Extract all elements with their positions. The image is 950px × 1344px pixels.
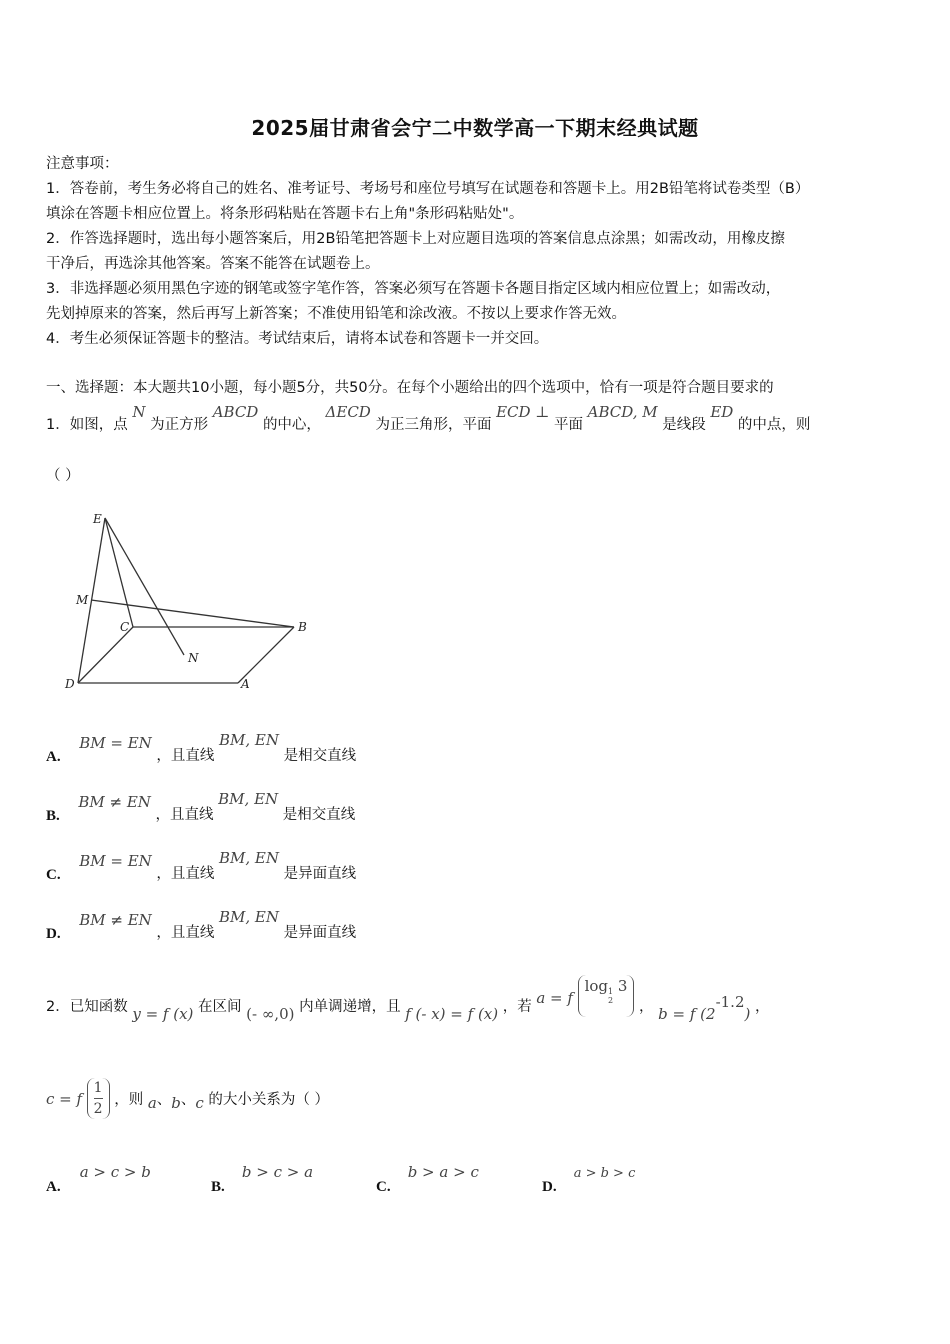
edge-ab [238,627,294,683]
question-1-stem: 1．如图，点 N 为正方形 ABCD 的中心， ΔECD 为正三角形，平面 ECD ⊥ 平面 ABCD, M 是线段 ED 的中点，则 [46,403,811,433]
label-a: A [241,677,250,691]
notice-heading: 注意事项： [46,156,119,172]
label-m: M [76,593,89,607]
notice-line: 先划掉原来的答案，然后再写上新答案；不准使用铅笔和涂改液。不按以上要求作答无效。 [46,306,626,322]
option-c[interactable]: C. BM = EN ，且直线 BM, EN 是异面直线 [46,849,357,883]
notice-line: 3．非选择题必须用黑色字迹的钢笔或签字笔作答，答案必须写在答题卡各题目指定区域内相应位置上；如需改动， [46,281,781,297]
section-heading: 一、选择题：本大题共10小题，每小题5分，共50分。在每个小题给出的四个选项中，恰有一项是符合题目要求的 [46,380,774,396]
answer-blank: （ ） [46,468,80,484]
fraction-bracket: $\frac{1}{2}$ [87,1078,110,1119]
label-c: C [120,620,130,634]
question-2-stem-cont: c = f $\frac{1}{2}$ ，则 a、b、c 的大小关系为（ ） [46,1080,329,1117]
q2-option-b[interactable]: B. b > c > a [211,1163,314,1195]
question-2-stem: 2．已知函数 y = f (x) 在区间 (- ∞,0) 内单调递增，且 f (- x) = f (x) ，若 a = f log1 2 3 ， b = f $(2^{-1.2})$ ， [46,977,770,1023]
edge-ec [105,518,133,627]
q2-option-a[interactable]: A. a > c > b [46,1163,151,1195]
label-b: B [298,620,307,634]
notice-line: 1．答卷前，考生务必将自己的姓名、准考证号、考场号和座位号填写在试题卷和答题卡上。用2B铅笔将试卷类型（B） [46,181,810,197]
label-d: D [65,677,75,691]
page-title: 2025届甘肃省会宁二中数学高一下期末经典试题 [251,116,699,140]
math-abcdm: ABCD, M [587,403,658,421]
label-e: E [93,512,102,526]
math-ecd: ΔECD [325,403,371,421]
geometry-figure [58,505,328,695]
notice-line: 2．作答选择题时，选出每小题答案后，用2B铅笔把答题卡上对应题目选项的答案信息点涂黑；如需改动，用橡皮擦 [46,231,785,247]
label-n: N [188,651,199,665]
edge-en [105,518,184,655]
math-abcd: ABCD [212,403,259,421]
option-a[interactable]: A. BM = EN ，且直线 BM, EN 是相交直线 [46,731,357,765]
q2-option-d[interactable]: D. a > b > c [542,1166,636,1195]
log-bracket: log1 2 3 [578,975,635,1017]
option-d[interactable]: D. BM ≠ EN ，且直线 BM, EN 是异面直线 [46,908,357,942]
math-n: N [132,403,146,421]
option-b[interactable]: B. BM ≠ EN ，且直线 BM, EN 是相交直线 [46,790,356,824]
notice-line: 4．考生必须保证答题卡的整洁。考试结束后，请将本试卷和答题卡一并交回。 [46,331,549,347]
math-plane: ECD ⊥ [496,403,550,421]
notice-line: 干净后，再选涂其他答案。答案不能答在试题卷上。 [46,256,380,272]
math-ed: ED [710,403,734,421]
notice-line: 填涂在答题卡相应位置上。将条形码粘贴在答题卡右上角"条形码粘贴处"。 [46,206,524,222]
q2-option-c[interactable]: C. b > a > c [376,1163,479,1195]
